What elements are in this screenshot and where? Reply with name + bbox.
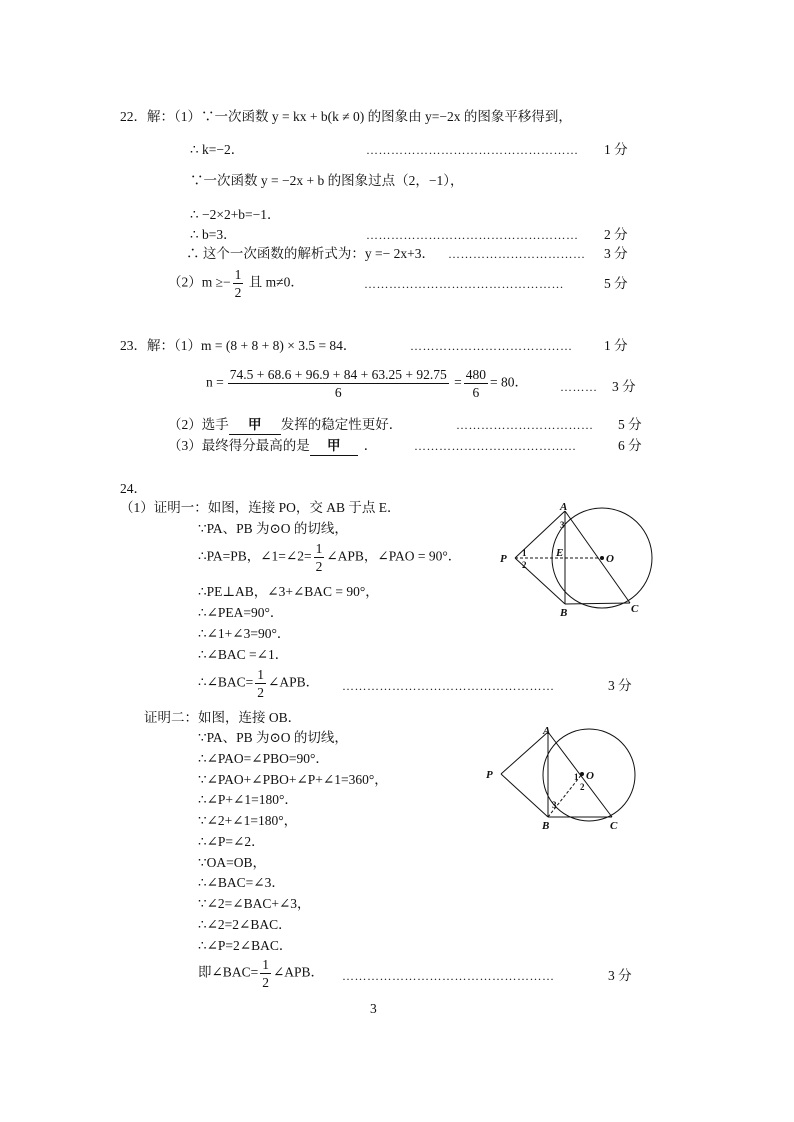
segment-bc [565,603,630,604]
fraction-numerator: 480 [465,367,486,382]
segment-ac [565,511,630,603]
q24-p1-line3-post: ∠APB，∠PAO = 90°． [326,548,462,564]
score-leader: ……… [560,380,598,394]
fraction-denominator: 2 [234,285,242,300]
fraction-denominator: 6 [334,385,342,400]
label-c: C [631,603,639,615]
q23-score4: 6 分 [618,438,642,453]
q22-line1: 22．解：（1）∵一次函数 y = kx + b(k ≠ 0) 的图象由 y=−2x 的图象平移得到， [120,109,572,124]
q24-p1-line3-pre: ∴PA=PB，∠1=∠2= [198,548,312,564]
q24-p1-score: 3 分 [608,678,632,693]
q23-score2: 3 分 [612,379,636,394]
q24-p2-line8: ∵OA=OB， [198,855,266,870]
fraction [464,366,488,401]
q24-p2-line3: ∴∠PAO=∠PBO=90°． [198,751,329,766]
q22-score2: 2 分 [604,227,628,242]
q23-line2 [206,366,528,401]
fraction-numerator: 1 [234,267,242,282]
q22-score3: 3 分 [604,246,628,261]
fraction [314,540,325,575]
q24-p1-line8 [198,666,319,701]
q23-score1: 1 分 [604,338,628,353]
angle-label-3: 3 [552,800,557,810]
q23-line4 [168,437,377,456]
q24-p1-line8-pre: ∴∠BAC= [198,674,254,690]
center-dot [600,556,604,560]
q22-line6: ∴ 这个一次函数的解析式为：y =− 2x+3． [186,246,435,261]
q22-line2: ∴ k=−2． [190,142,245,157]
segment-pa [501,732,548,774]
score-leader: …………………………… [456,418,594,432]
score-leader: ………………………………… [414,439,577,453]
fraction [260,956,271,991]
q24-title: 24． [120,481,147,496]
q24-p2-line2: ∵PA、PB 为⊙O 的切线， [198,730,348,745]
answer-blank: 甲 [229,416,281,435]
angle-label-3: 3 [560,520,565,530]
score-leader: …………………………………………… [342,679,555,693]
figure-2-diagram [476,722,648,834]
q24-p2-line13-post: ∠APB． [272,964,325,980]
q22-line7 [168,266,304,301]
q23-line1: 23．解：（1）m = (8 + 8 + 8) × 3.5 = 84． [120,338,357,353]
score-leader: ………………………………………… [364,277,564,291]
center-dot [580,772,584,776]
segment-pb [501,774,548,817]
angle-label-2: 2 [580,782,585,792]
q24-p2-line13 [198,956,324,991]
q24-p2-line5: ∴∠P+∠1=180°． [198,792,298,807]
page-number: 3 [370,1001,377,1016]
q22-line4: ∴ −2×2+b=−1． [190,207,281,222]
label-b: B [542,820,550,832]
equals-sign: = [454,374,462,390]
score-leader: ………………………………… [410,339,573,353]
angle-label-1: 1 [522,548,527,558]
q24-p2-line11: ∴∠2=2∠BAC． [198,917,292,932]
angle-label-2: 2 [522,560,527,570]
angle-label-1: 1 [574,772,579,782]
q24-p2-line7: ∴∠P=∠2． [198,834,265,849]
q23-score3: 5 分 [618,417,642,432]
fraction-numerator: 1 [257,667,265,682]
fraction [233,266,244,301]
fraction-denominator: 2 [257,685,265,700]
q22-score1: 1 分 [604,142,628,157]
fraction-numerator: 1 [315,541,323,556]
label-a: A [543,725,551,737]
q24-p2-line6: ∵∠2+∠1=180°， [198,813,298,828]
q24-p2-line1: 证明二：如图，连接 OB． [144,710,302,725]
q24-p2-line4: ∵∠PAO+∠PBO+∠P+∠1=360°， [198,772,388,787]
score-leader: …………………………………………… [342,969,555,983]
label-p: P [500,553,507,565]
label-b: B [560,607,568,618]
q23-line2-post: = 80． [489,374,528,390]
fraction [228,366,449,401]
q24-p1-line2: ∵PA、PB 为⊙O 的切线， [198,521,348,536]
q23-line4-pre: （3）最终得分最高的是 [168,438,310,453]
q24-p1-line5: ∴∠PEA=90°． [198,605,284,620]
label-c: C [610,820,618,832]
label-o: O [606,553,614,565]
q24-p1-line8-post: ∠APB． [268,674,320,690]
fraction-denominator: 2 [315,559,323,574]
label-o: O [586,770,594,782]
score-leader: …………………………… [448,247,586,261]
q23-line3 [168,416,402,435]
fraction-denominator: 2 [262,975,269,990]
q23-line4-post: ． [363,438,378,453]
q22-score4: 5 分 [604,276,628,291]
q23-line3-pre: （2）选手 [168,417,229,432]
q24-p1-line7: ∴∠BAC =∠1． [198,647,289,662]
q22-line3: ∵一次函数 y = −2x + b 的图象过点（2，−1）， [190,173,464,188]
q24-p2-line13-pre: 即∠BAC= [198,964,259,980]
label-a: A [560,501,568,513]
q24-p2-score: 3 分 [608,968,632,983]
q24-p2-line12: ∴∠P=2∠BAC． [198,938,293,953]
fraction-numerator: 74.5 + 68.6 + 96.9 + 84 + 63.25 + 92.75 [229,367,447,382]
figure-1-diagram [490,498,662,618]
label-e: E [556,547,564,559]
answer-blank: 甲 [310,437,358,456]
fraction-denominator: 6 [472,385,480,400]
q24-p2-line10: ∵∠2=∠BAC+∠3， [198,896,311,911]
q23-line2-pre: n = [206,374,224,390]
q24-p1-line6: ∴∠1+∠3=90°． [198,626,291,641]
fraction [255,666,266,701]
score-leader: …………………………………………… [366,143,579,157]
label-p: P [486,769,493,781]
q24-p1-line3 [198,540,461,575]
q22-line7-post: 且 m≠0． [248,274,304,290]
q24-p2-line9: ∴∠BAC=∠3． [198,875,285,890]
q22-line5: ∴ b=3． [190,227,237,242]
q23-line3-post: 发挥的稳定性更好． [280,417,403,432]
q22-line7-pre: （2）m ≥− [168,274,231,290]
fraction-numerator: 1 [262,957,269,972]
q24-p1-line4: ∴PE⊥AB，∠3+∠BAC = 90°， [198,584,379,599]
q24-p1-line1: （1）证明一：如图，连接 PO，交 AB 于点 E． [120,500,401,515]
score-leader: …………………………………………… [366,228,579,242]
